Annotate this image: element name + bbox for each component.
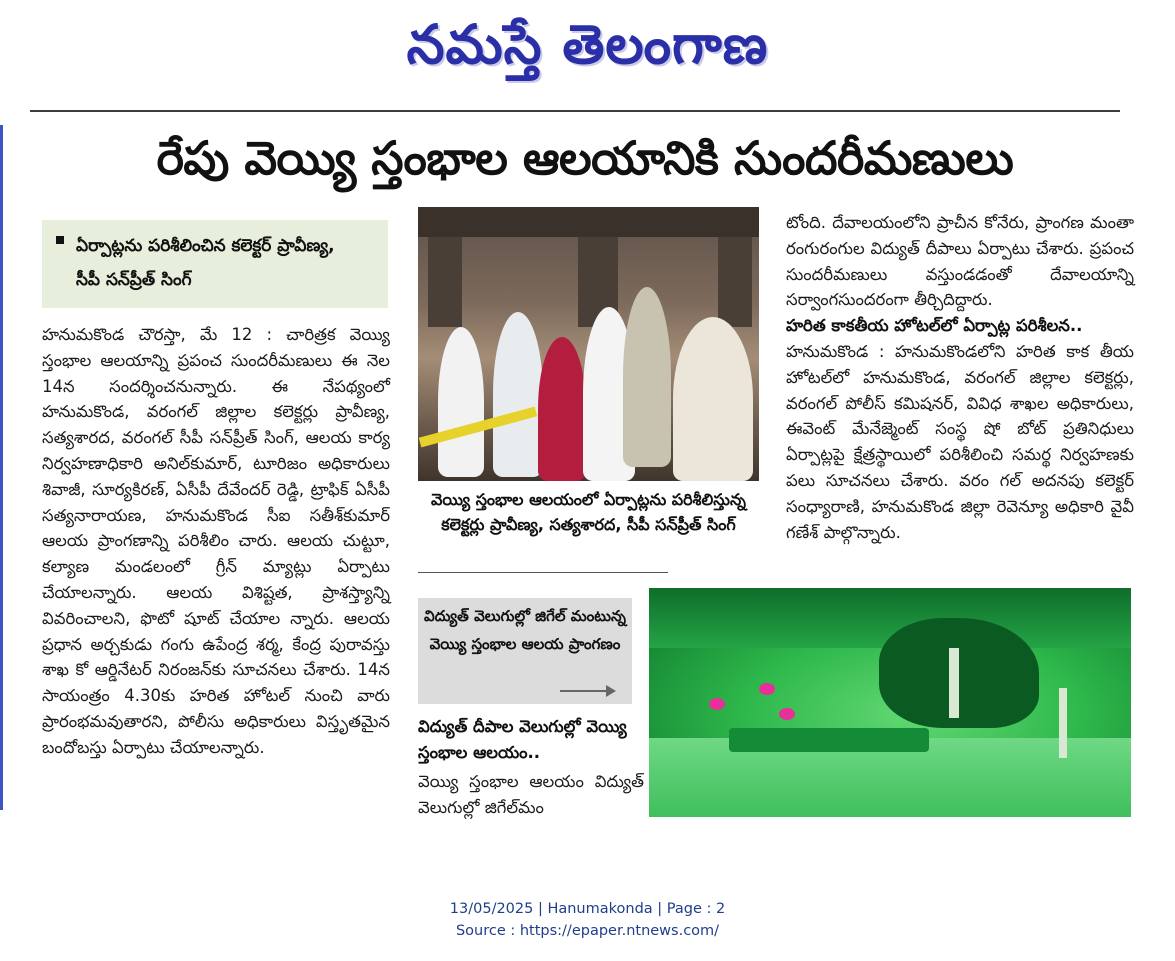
arrowhead-icon xyxy=(606,685,616,697)
masthead-logo: నమస్తే తెలంగాణ xyxy=(406,12,769,76)
mini-article-headline: విద్యుత్ దీపాల వెలుగుల్లో వెయ్యి స్తంభాల ఆలయం.. xyxy=(418,717,627,762)
mini-article-text: వెయ్యి స్తంభాల ఆలయం విద్యుత్ వెలుగుల్లో జిగేల్‌మం xyxy=(418,772,644,817)
column-3-text-1: టోంది. దేవాలయంలోని ప్రాచీన కోనేరు, ప్రాంగణ మంతా రంగురంగుల విద్యుత్ దీపాలు ఏర్పాటు చేశారు. ప్రపంచ సుందరీమణులు వస్తుండడంతో దేవాలయాన్ని సర్వాంగసుందరంగా తీర్చిదిద్దారు. xyxy=(786,213,1134,310)
masthead xyxy=(0,4,1175,84)
article-headline: రేపు వెయ్యి స్తంభాల ఆలయానికి సుందరీమణులు xyxy=(156,131,1014,185)
left-margin-bar xyxy=(0,125,3,810)
highlight-line-1: ఏర్పాట్లను పరిశీలించిన కలెక్టర్ ప్రావీణ్య, xyxy=(76,236,335,256)
column-3-subhead: హరిత కాకతీయ హోటల్‌లో ఏర్పాట్ల పరిశీలన.. xyxy=(786,316,1083,336)
arrow-right-icon xyxy=(560,690,610,692)
highlight-line-2: సీపీ సన్‌ప్రీత్ సింగ్ xyxy=(76,270,192,290)
column-1-text: హనుమకొండ చౌరస్తా, మే 12 : చారిత్రక వెయ్యి స్తంభాల ఆలయాన్ని ప్రపంచ సుందరీమణులు ఈ నెల 14న సందర్శించనున్నారు. ఈ నేపథ్యంలో హనుమకొండ, వరంగల్ జిల్లాల కలెక్టర్లు ప్రావీణ్య, సత్యశారద, వరంగల్ సీపీ సన్‌ప్రీత్ సింగ్, ఆలయ కార్య నిర్వహణాధికారి అనిల్‌కుమార్, టూరిజం అధికారులు శివాజీ, సూర్యకిరణ్, ఏసీపీ దేవేందర్ రెడ్డి, ట్రాఫిక్ ఏసీపీ సత్యనారాయణ, హనుమకొండ సీఐ సతీశ్‌కుమార్ ఆలయ ప్రాంగణాన్ని పరిశీలిం చారు. ఆలయ చుట్టూ, కల్యాణ మండలంలో గ్రీన్ మ్యాట్లు ఏర్పాటు చేయాలన్నారు. ఆలయ విశిష్టత, ప్రాశస్త్యాన్ని వివరించాలని, ఫొటో షూట్ చేయాల న్నారు. ఆలయ ప్రధాన అర్చకుడు గంగు ఉపేంద్ర శర్మ, కేంద్ర పురావస్తు శాఖ కో ఆర్డినేటర్ నిరంజన్‌కు సూచనలు చేశారు. 14న సాయంత్రం 4.30కు హరిత హోటల్ నుంచి వారు ప్రారంభమవుతారని, పోలీసు అధికారులు విస్తృతమైన బందోబస్తు ఏర్పాటు చేయాలన్నారు. xyxy=(42,325,390,757)
masthead-divider xyxy=(30,110,1120,112)
page-footer xyxy=(0,898,1175,942)
highlight-text xyxy=(76,229,381,297)
temple-inspection-photo xyxy=(418,207,759,481)
illuminated-temple-photo xyxy=(649,588,1131,817)
bullet-icon xyxy=(56,236,64,244)
article-column-3 xyxy=(786,210,1134,545)
caption-divider xyxy=(418,572,668,573)
photo-2-caption: విద్యుత్ వెలుగుల్లో జిగేల్ మంటున్న వెయ్యి స్తంభాల ఆలయ ప్రాంగణం xyxy=(424,607,626,653)
column-3-text-2: హనుమకొండ : హనుమకొండలోని హరిత కాక తీయ హోటల్‌లో హనుమకొండ, వరంగల్ జిల్లాల కలెక్టర్లు, వరంగల్ పోలీస్ కమిషనర్, వివిధ శాఖల అధికారులు, ఈవెంట్ మేనేజ్మెంట్ సంస్థ షో బోట్ ప్రతినిధులు ఏర్పాట్లపై క్షేత్రస్థాయిలో పరిశీలించి సమర్థ నిర్వహణకు పలు సూచనలు చేశారు. వరం గల్ అదనపు కలెక్టర్ సంధ్యారాణి, హనుమకొండ జిల్లా రెవెన్యూ అధికారి వైవీ గణేశ్ పాల్గొన్నారు. xyxy=(786,341,1134,542)
footer-date-edition: 13/05/2025 | Hanumakonda | Page : 2 xyxy=(449,901,726,917)
photo-1-caption: వెయ్యి స్తంభాల ఆలయంలో ఏర్పాట్లను పరిశీలిస్తున్న కలెక్టర్లు ప్రావీణ్య, సత్యశారద, సీపీ సన్‌ప్రీత్ సింగ్ xyxy=(431,490,746,534)
footer-source: Source : https://epaper.ntnews.com/ xyxy=(455,923,720,939)
article-column-1 xyxy=(42,322,390,761)
